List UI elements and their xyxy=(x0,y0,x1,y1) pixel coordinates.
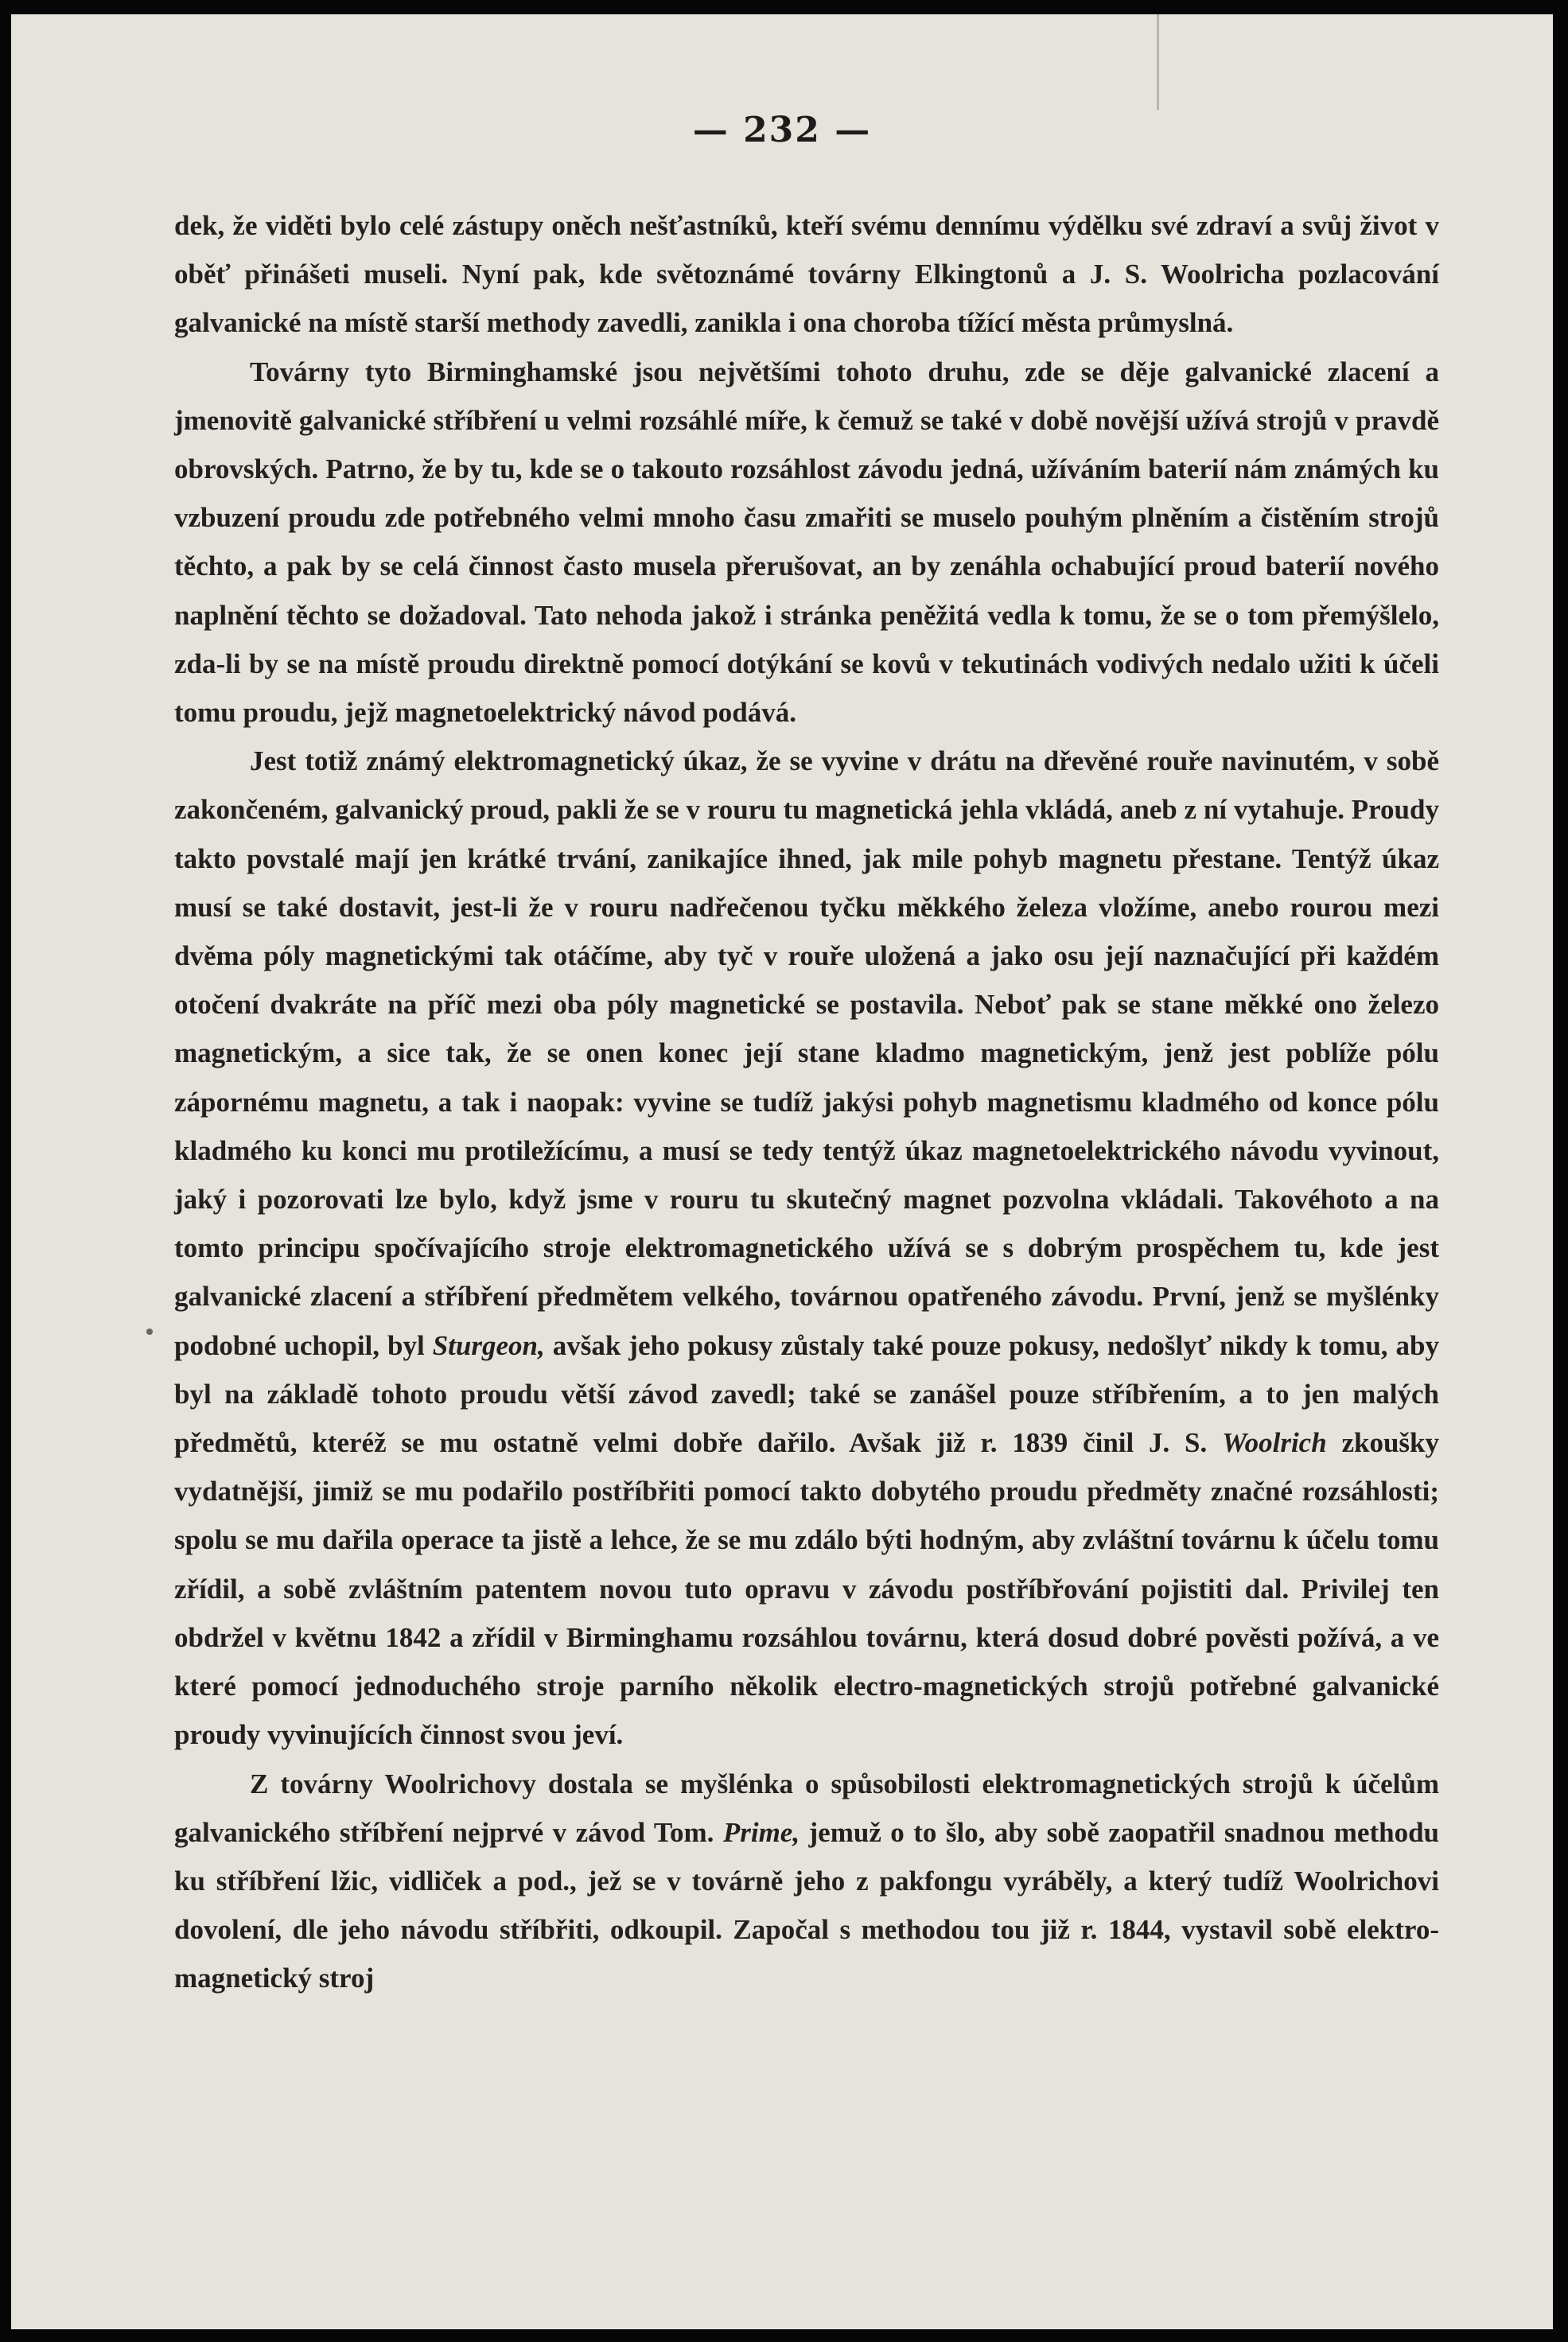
book-page xyxy=(11,14,1553,2329)
name-prime: Prime, xyxy=(722,1816,800,1848)
ink-speck xyxy=(146,1329,153,1335)
paragraph-2: Továrny tyto Birminghamské jsou největšími tohoto druhu, zde se děje galvanické zlacení a jmenovitě galvanické stříbření u velmi rozsáhlé míře, k čemuž se také v době novější užívá strojů v pravdě obrovských. Patrno, že by tu, kde se o takouto rozsáhlost závodu jedná, užíváním baterií nám známých ku vzbuzení proudu zde potřebného velmi mnoho času zmařiti se muselo pouhým plněním a čistěním strojů těchto, a pak by se celá činnost často musela přerušovat, an by zenáhla ochabující proud baterií nového naplnění těchto se dožadoval. Tato nehoda jakož i stránka peněžitá vedla k tomu, že se o tom přemýšlelo, zda-li by se na místě proudu direktně pomocí dotýkání se kovů v tekutinách vodivých nedalo užiti k účeli tomu proudu, jejž magnetoelektrický návod podává. xyxy=(174,356,1439,729)
paragraph-3-text-a: Jest totiž známý elektromagnetický úkaz, že se vyvine v drátu na dřevěné rouře navinutém, v sobě zakončeném, galvanický proud, pakli že se v rouru tu magnetická jehla vkládá, aneb z ní vytahuje. Proudy takto povstalé mají jen krátké trvání, zanikajíce ihned, jak mile pohyb magnetu přestane. Tentýž úkaz musí se také dostavit, jest-li že v rouru nadřečenou tyčku měkkého železa vložíme, anebo rourou mezi dvěma póly magnetickými tak otáčíme, aby tyč v rouře uložená a jako osu její naznačující při každém otočení dvakráte na příč mezi oba póly magnetické se postavila. Neboť pak se stane měkké ono železo magnetickým, a sice tak, že se onen konec její stane kladmo magnetickým, jenž jest poblíže pólu zápornému magnetu, a tak i naopak: vyvine se tudíž jakýsi pohyb magnetismu kladmého od konce pólu kladmého ku konci mu protiležícímu, a musí se tedy tentýž úkaz magnetoelektrického návodu vyvinout, jaký i pozorovati lze bylo, když jsme v rouru tu skutečný magnet pozvolna vkládali. Takovéhoto a na tomto principu spočívajícího stroje elektromagnetického užívá se s dobrým prospěchem tu, kde jest galvanické zlacení a stříbření předmětem velkého, továrnou opatřeného závodu. První, jenž se myšlénky podobné uchopil, byl xyxy=(174,745,1439,1361)
paragraph-4-text-b: jemuž o to šlo, aby sobě zaopatřil snadnou methodu ku stříbření lžic, vidliček a pod., jež se v továrně jeho z pakfongu vyráběly, a který tudíž Woolrichovi dovolení, dle jeho návodu stříbřiti, odkoupil. Započal s methodou tou již r. 1844, vystavil sobě elektro-magnetický stroj xyxy=(174,1816,1440,1994)
page-crease xyxy=(1157,14,1159,110)
paragraph-1: dek, že viděti bylo celé zástupy oněch nešťastníků, kteří svému dennímu výdělku své zdraví a svůj život v oběť přinášeti museli. Nyní pak, kde světoznámé továrny Elkingtonů a J. S. Woolricha pozlacování galvanické na místě starší methody zavedli, zanikla i ona choroba tížící města průmyslná. xyxy=(174,210,1439,339)
body-text xyxy=(174,201,1439,2003)
paragraph-3-text-b: avšak jeho pokusy zůstaly také pouze pokusy, nedošlyť nikdy k tomu, aby byl na základě tohoto proudu větší závod zavedl; také se zanášel pouze stříbřením, a to jen malých předmětů, kteréž se mu ostatně velmi dobře dařilo. Avšak již r. 1839 činil J. S. xyxy=(174,1329,1440,1459)
paragraph-3 xyxy=(174,737,1439,1759)
paragraph-4-text-a: Z továrny Woolrichovy dostala se myšlénka o spůsobilosti elektromagnetických strojů k účelům galvanického stříbření nejprvé v závod Tom. xyxy=(174,1768,1439,1848)
name-woolrich: Woolrich xyxy=(1222,1427,1327,1459)
paragraph-3-text-c: zkoušky vydatnější, jimiž se mu podařilo postříbřiti pomocí takto dobytého proudu předměty značné rozsáhlosti; spolu se mu dařila operace ta jistě a lehce, že se mu zdálo býti hodným, aby zvláštní továrnu k účelu tomu zřídil, a sobě zvláštním patentem novou tuto opravu v závodu postříbřování pojistiti dal. Privilej ten obdržel v květnu 1842 a zřídil v Birminghamu rozsáhlou továrnu, která dosud dobré pověsti požívá, a ve které pomocí jednoduchého stroje parního několik electro-magnetických strojů potřebné galvanické proudy vyvinujících činnost svou jeví. xyxy=(174,1427,1440,1751)
page-number: — 232 — xyxy=(692,110,872,150)
name-sturgeon: Sturgeon, xyxy=(432,1329,545,1361)
paragraph-4 xyxy=(174,1760,1439,2003)
